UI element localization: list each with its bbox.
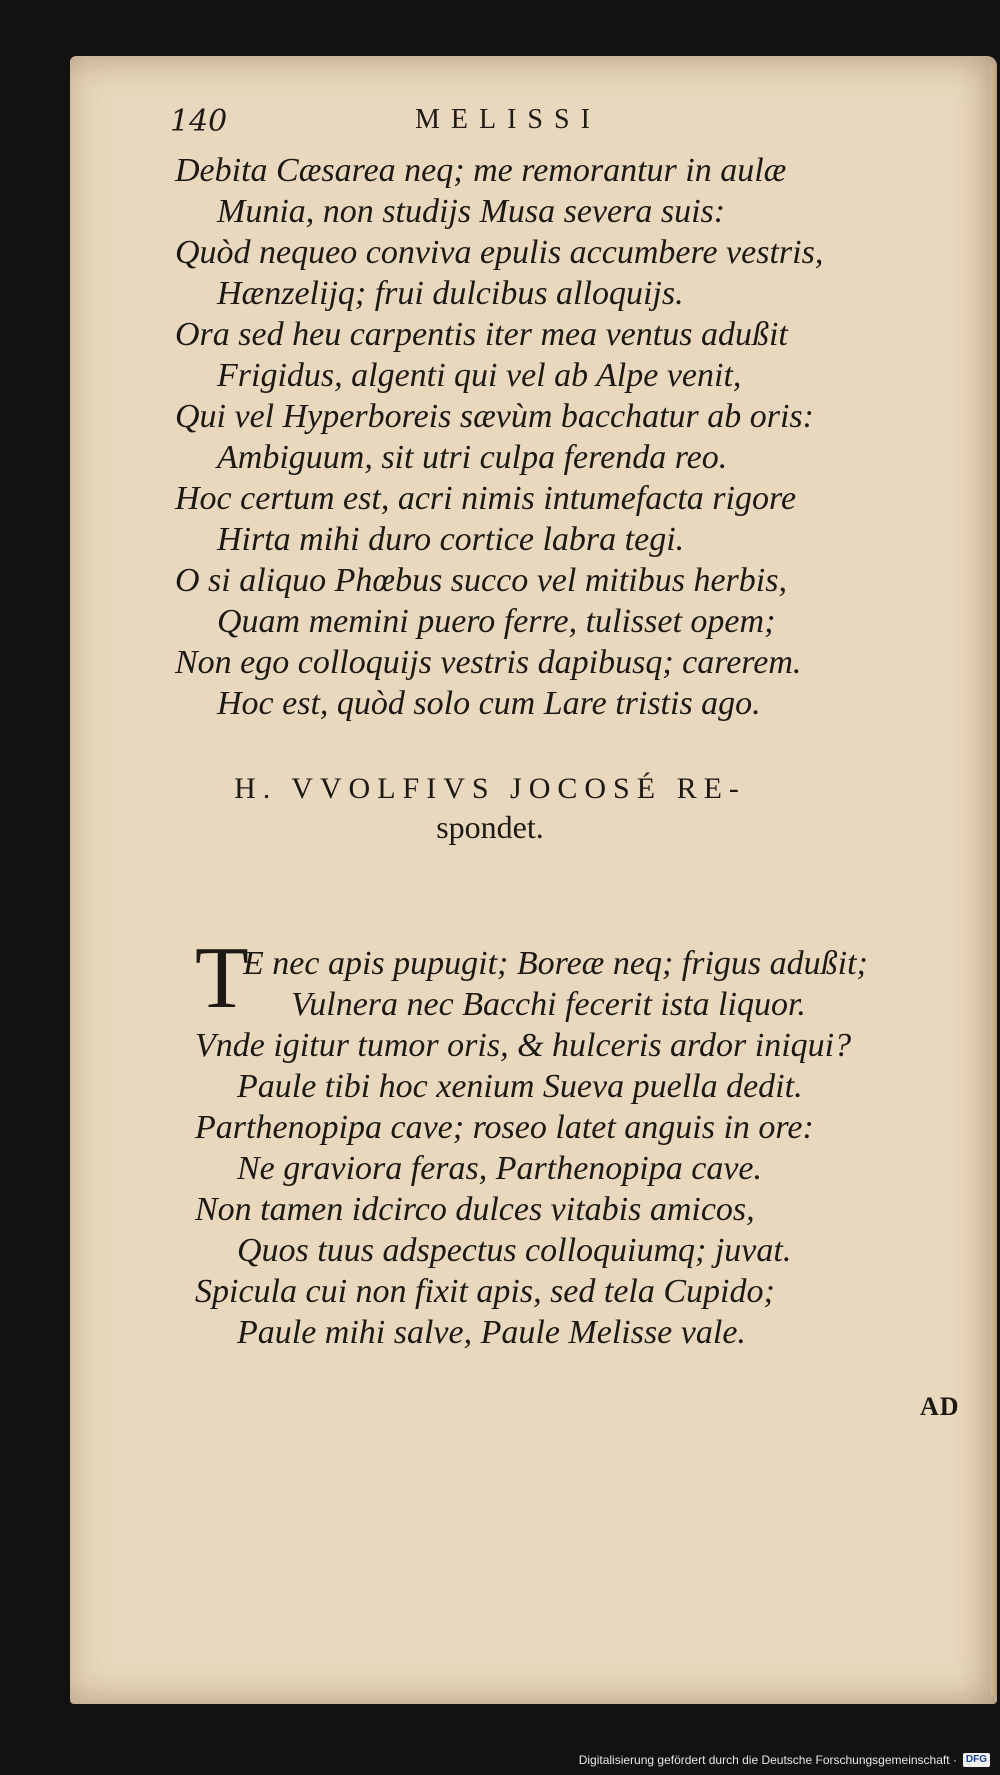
poem-2 (195, 930, 875, 1353)
poem-1-line-3: Quòd nequeo conviva epulis accumbere vestris, (175, 234, 824, 271)
poem-1-line-9: Hoc certum est, acri nimis intumefacta rigore (175, 480, 797, 517)
page-number: 140 (170, 104, 228, 139)
poem-1-line-12: Quam memini puero ferre, tulisset opem; (217, 603, 776, 640)
drop-cap: T (195, 930, 249, 1027)
poem-1-line-11: O si aliquo Phœbus succo vel mitibus herbis, (175, 562, 787, 599)
poem-1-line-10: Hirta mihi duro cortice labra tegi. (217, 521, 685, 558)
dfg-logo-icon: DFG (963, 1753, 990, 1767)
poem-2-line-4: Paule tibi hoc xenium Sueva puella dedit. (237, 1068, 803, 1105)
poem-2-line-1: E nec apis pupugit; Boreæ neq; frigus adußit; (243, 945, 868, 982)
poem-2-line-2: Vulnera nec Bacchi fecerit ista liquor. (291, 986, 806, 1023)
poem-2-line-10: Paule mihi salve, Paule Melisse vale. (237, 1314, 746, 1351)
poem-1-line-14: Hoc est, quòd solo cum Lare tristis ago. (217, 685, 761, 722)
footer-credit: Digitalisierung gefördert durch die Deutsche Forschungsgemeinschaft · (578, 1753, 957, 1767)
page-edge (991, 66, 997, 1696)
section-heading-line-1: H. VVOLFIVS JOCOSÉ RE- (234, 772, 746, 805)
poem-2-line-3: Vnde igitur tumor oris, & hulceris ardor iniqui? (195, 1027, 852, 1064)
poem-1-line-13: Non ego colloquijs vestris dapibusq; carerem. (175, 644, 802, 681)
poem-2-line-8: Quos tuus adspectus colloquiumq; juvat. (237, 1232, 792, 1269)
digitization-footer (579, 1753, 990, 1767)
poem-2-line-7: Non tamen idcirco dulces vitabis amicos, (195, 1191, 755, 1228)
section-heading-line-2: spondet. (436, 809, 544, 845)
poem-1-line-5: Ora sed heu carpentis iter mea ventus adußit (175, 316, 788, 353)
poem-1 (175, 150, 855, 724)
catchword: AD (920, 1392, 960, 1421)
poem-1-line-8: Ambiguum, sit utri culpa ferenda reo. (217, 439, 728, 476)
poem-1-line-4: Hænzelijq; frui dulcibus alloquijs. (217, 275, 684, 312)
poem-1-line-1: Debita Cæsarea neq; me remorantur in aulæ (175, 152, 787, 189)
poem-1-line-2: Munia, non studijs Musa severa suis: (217, 193, 726, 230)
section-heading (170, 770, 810, 846)
page-header (170, 104, 790, 154)
poem-2-line-5: Parthenopipa cave; roseo latet anguis in ore: (195, 1109, 814, 1146)
poem-2-line-9: Spicula cui non fixit apis, sed tela Cupido; (195, 1273, 775, 1310)
poem-2-line-6: Ne graviora feras, Parthenopipa cave. (237, 1150, 763, 1187)
running-head: MELISSI (415, 104, 601, 135)
poem-1-line-7: Qui vel Hyperboreis sævùm bacchatur ab oris: (175, 398, 814, 435)
poem-1-line-6: Frigidus, algenti qui vel ab Alpe venit, (217, 357, 742, 394)
